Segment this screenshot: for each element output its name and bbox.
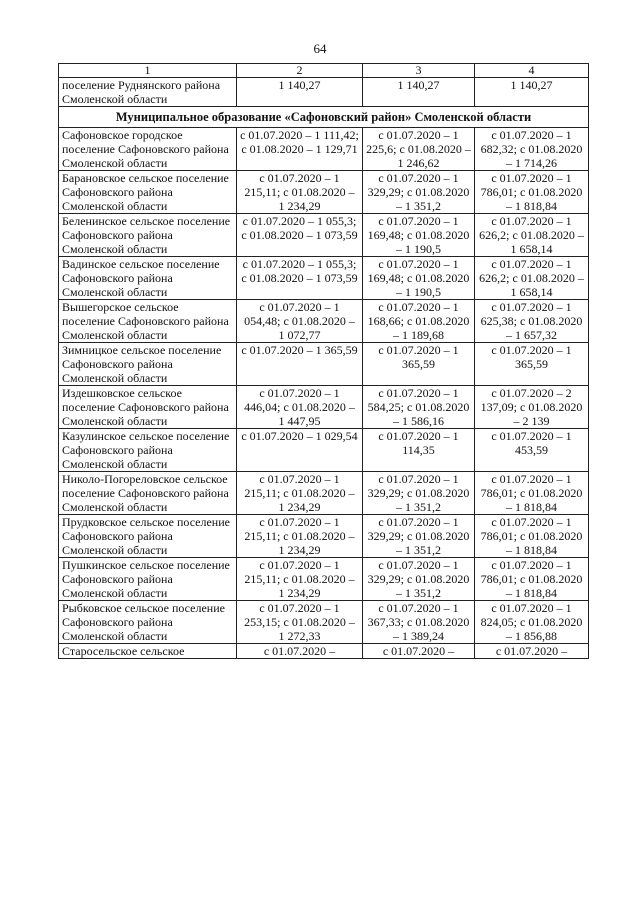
- tariff-cell: с 01.07.2020 –: [475, 644, 589, 659]
- tariff-cell: с 01.07.2020 – 1 114,35: [363, 429, 475, 472]
- tariff-cell: 1 140,27: [237, 78, 363, 107]
- tariff-cell: с 01.07.2020 – 1 824,05; с 01.08.2020 – 1 856,88: [475, 601, 589, 644]
- table-row: [59, 429, 589, 472]
- column-header: 4: [475, 64, 589, 78]
- tariff-cell: с 01.07.2020 – 1 169,48; с 01.08.2020 – 1 190,5: [363, 214, 475, 257]
- tariff-cell: с 01.07.2020 – 1 365,59: [237, 343, 363, 386]
- tariff-cell: с 01.07.2020 – 1 168,66; с 01.08.2020 – 1 189,68: [363, 300, 475, 343]
- tariff-cell: с 01.07.2020 –: [363, 644, 475, 659]
- settlement-name: Барановское сельское поселение Сафоновского района Смоленской области: [59, 171, 237, 214]
- tariff-cell: с 01.07.2020 – 1 367,33; с 01.08.2020 – 1 389,24: [363, 601, 475, 644]
- tariff-cell: с 01.07.2020 – 1 625,38; с 01.08.2020 – 1 657,32: [475, 300, 589, 343]
- tariff-cell: с 01.07.2020 – 1 682,32; с 01.08.2020 – 1 714,26: [475, 128, 589, 171]
- tariff-cell: с 01.07.2020 – 1 786,01; с 01.08.2020 – 1 818,84: [475, 515, 589, 558]
- tariff-cell: с 01.07.2020 – 1 365,59: [475, 343, 589, 386]
- tariff-cell: с 01.07.2020 – 1 169,48; с 01.08.2020 – 1 190,5: [363, 257, 475, 300]
- tariff-cell: с 01.07.2020 – 1 786,01; с 01.08.2020 – 1 818,84: [475, 472, 589, 515]
- tariff-cell: с 01.07.2020 – 1 365,59: [363, 343, 475, 386]
- table-row: [59, 472, 589, 515]
- table-row: [59, 128, 589, 171]
- table-row: [59, 171, 589, 214]
- tariff-cell: с 01.07.2020 – 1 253,15; с 01.08.2020 – 1 272,33: [237, 601, 363, 644]
- tariff-cell: с 01.07.2020 –: [237, 644, 363, 659]
- tariff-cell: с 01.07.2020 – 1 329,29; с 01.08.2020 – 1 351,2: [363, 171, 475, 214]
- table-row: [59, 515, 589, 558]
- tariff-cell: с 01.07.2020 – 1 329,29; с 01.08.2020 – 1 351,2: [363, 558, 475, 601]
- tariff-table: [58, 63, 589, 659]
- tariff-cell: с 01.07.2020 – 1 626,2; с 01.08.2020 – 1 658,14: [475, 257, 589, 300]
- table-header-row: [59, 64, 589, 78]
- tariff-cell: с 01.07.2020 – 1 215,11; с 01.08.2020 – 1 234,29: [237, 171, 363, 214]
- settlement-name: Беленинское сельское поселение Сафоновского района Смоленской области: [59, 214, 237, 257]
- tariff-cell: с 01.07.2020 – 1 111,42; с 01.08.2020 – 1 129,71: [237, 128, 363, 171]
- table-row: [59, 386, 589, 429]
- section-header-row: [59, 107, 589, 128]
- tariff-cell: с 01.07.2020 – 1 055,3; с 01.08.2020 – 1 073,59: [237, 257, 363, 300]
- column-header: 1: [59, 64, 237, 78]
- column-header: 2: [237, 64, 363, 78]
- table-row: [59, 214, 589, 257]
- table-row: [59, 644, 589, 659]
- tariff-cell: с 01.07.2020 – 1 329,29; с 01.08.2020 – 1 351,2: [363, 472, 475, 515]
- tariff-cell: с 01.07.2020 – 1 786,01; с 01.08.2020 – 1 818,84: [475, 558, 589, 601]
- tariff-cell: с 01.07.2020 – 1 215,11; с 01.08.2020 – 1 234,29: [237, 558, 363, 601]
- table-row: [59, 343, 589, 386]
- settlement-name: Зимницкое сельское поселение Сафоновского района Смоленской области: [59, 343, 237, 386]
- tariff-cell: с 01.07.2020 – 1 584,25; с 01.08.2020 – 1 586,16: [363, 386, 475, 429]
- tariff-cell: с 01.07.2020 – 1 215,11; с 01.08.2020 – 1 234,29: [237, 515, 363, 558]
- settlement-name: Сафоновское городское поселение Сафоновского района Смоленской области: [59, 128, 237, 171]
- tariff-cell: с 01.07.2020 – 1 215,11; с 01.08.2020 – 1 234,29: [237, 472, 363, 515]
- tariff-cell: 1 140,27: [363, 78, 475, 107]
- tariff-cell: с 01.07.2020 – 2 137,09; с 01.08.2020 – 2 139: [475, 386, 589, 429]
- table-row: [59, 78, 589, 107]
- table-row: [59, 558, 589, 601]
- tariff-cell: с 01.07.2020 – 1 055,3; с 01.08.2020 – 1 073,59: [237, 214, 363, 257]
- tariff-cell: с 01.07.2020 – 1 029,54: [237, 429, 363, 472]
- table-row: [59, 300, 589, 343]
- section-title: Муниципальное образование «Сафоновский район» Смоленской области: [59, 107, 589, 128]
- tariff-cell: с 01.07.2020 – 1 453,59: [475, 429, 589, 472]
- settlement-name: Казулинское сельское поселение Сафоновского района Смоленской области: [59, 429, 237, 472]
- settlement-name: Рыбковское сельское поселение Сафоновского района Смоленской области: [59, 601, 237, 644]
- tariff-cell: с 01.07.2020 – 1 329,29; с 01.08.2020 – 1 351,2: [363, 515, 475, 558]
- settlement-name: Издешковское сельское поселение Сафоновского района Смоленской области: [59, 386, 237, 429]
- tariff-cell: с 01.07.2020 – 1 446,04; с 01.08.2020 – 1 447,95: [237, 386, 363, 429]
- tariff-cell: с 01.07.2020 – 1 225,6; с 01.08.2020 – 1 246,62: [363, 128, 475, 171]
- tariff-cell: с 01.07.2020 – 1 786,01; с 01.08.2020 – 1 818,84: [475, 171, 589, 214]
- tariff-cell: с 01.07.2020 – 1 054,48; с 01.08.2020 – 1 072,77: [237, 300, 363, 343]
- tariff-cell: 1 140,27: [475, 78, 589, 107]
- settlement-name: Николо-Погореловское сельское поселение Сафоновского района Смоленской области: [59, 472, 237, 515]
- table-row: [59, 257, 589, 300]
- tariff-cell: с 01.07.2020 – 1 626,2; с 01.08.2020 – 1 658,14: [475, 214, 589, 257]
- settlement-name: Старосельское сельское: [59, 644, 237, 659]
- column-header: 3: [363, 64, 475, 78]
- settlement-name: Вышегорское сельское поселение Сафоновского района Смоленской области: [59, 300, 237, 343]
- settlement-name: Пушкинское сельское поселение Сафоновского района Смоленской области: [59, 558, 237, 601]
- settlement-name: Прудковское сельское поселение Сафоновского района Смоленской области: [59, 515, 237, 558]
- settlement-name: Вадинское сельское поселение Сафоновского района Смоленской области: [59, 257, 237, 300]
- page-number: 64: [313, 41, 327, 56]
- table-row: [59, 601, 589, 644]
- settlement-name: поселение Руднянского района Смоленской области: [59, 78, 237, 107]
